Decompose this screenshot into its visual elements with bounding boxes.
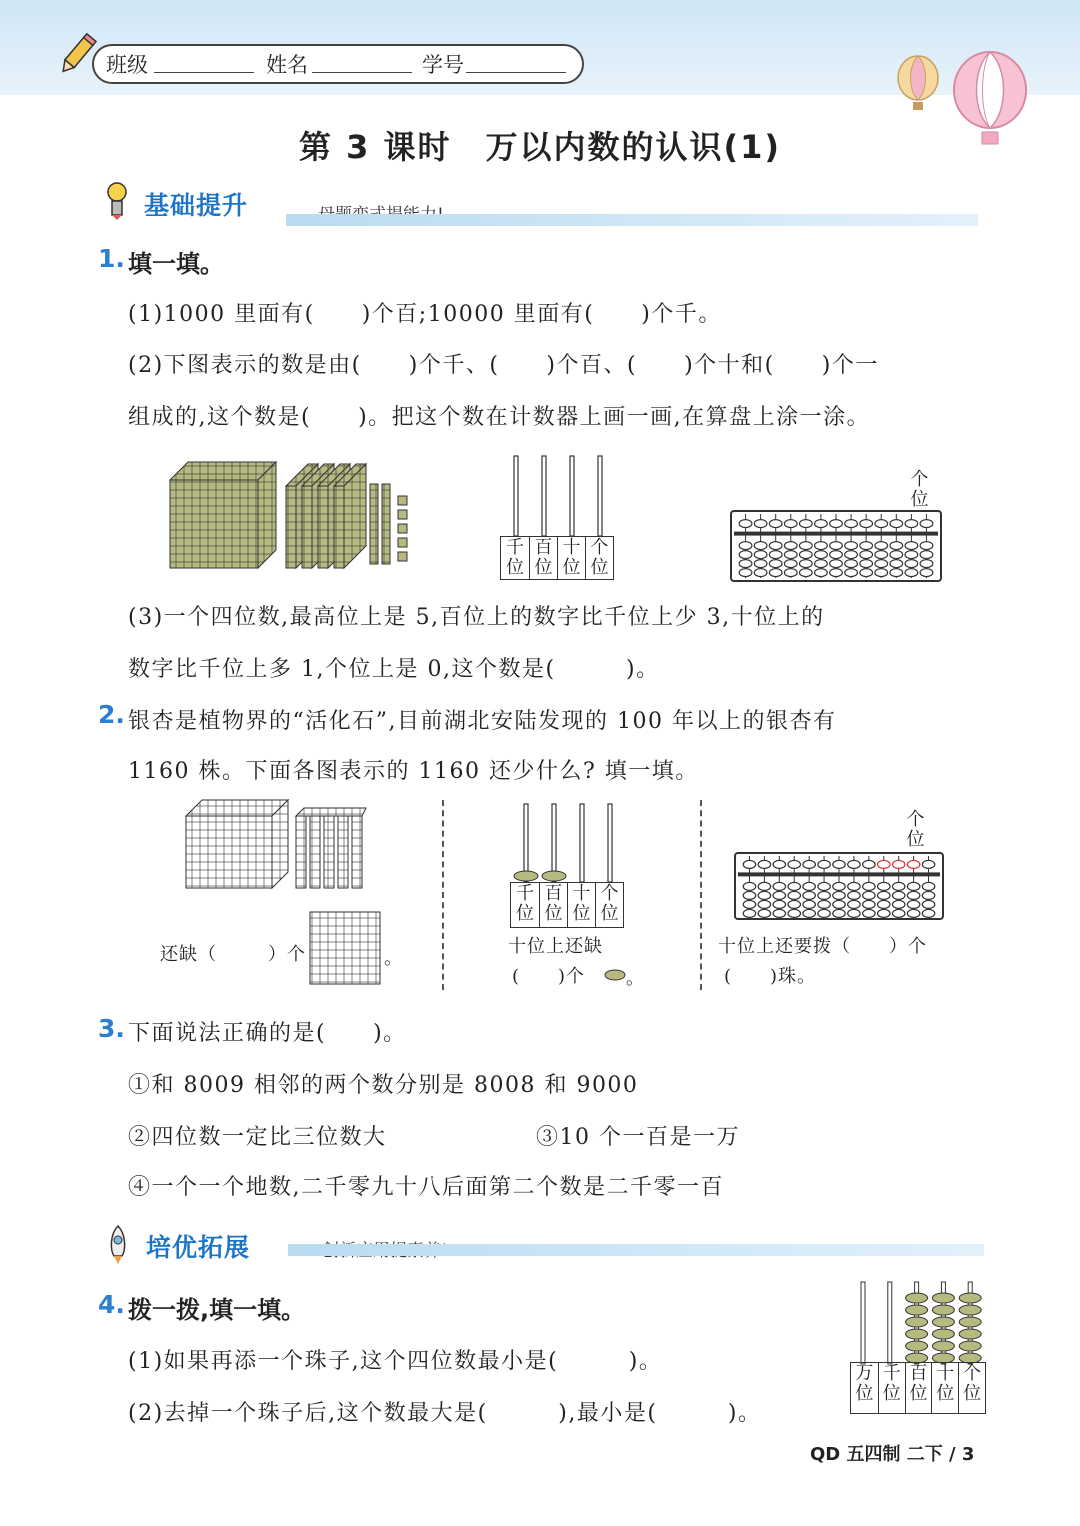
q2-fig1-text-b: ）个 bbox=[268, 944, 306, 965]
q2-fig2-end: 。 bbox=[626, 968, 645, 989]
q2-fig2-line1: 十位上还缺 bbox=[508, 936, 603, 957]
abacus-lower-bead bbox=[833, 900, 846, 908]
abacus-lower-bead bbox=[788, 891, 801, 899]
abacus-lower-bead bbox=[754, 551, 767, 559]
abacus-lower-bead bbox=[739, 542, 752, 550]
abacus-lower-bead bbox=[905, 542, 918, 550]
abacus-lower-bead bbox=[863, 900, 876, 908]
abacus-upper-bead bbox=[803, 860, 816, 868]
abacus-lower-bead bbox=[815, 542, 828, 550]
q1-part2-line2: 组成的,这个数是( )。把这个数在计数器上画一画,在算盘上涂一涂。 bbox=[128, 405, 871, 430]
abacus-upper-bead bbox=[878, 860, 891, 868]
q1-place-value-blocks bbox=[168, 458, 418, 574]
abacus-lower-bead bbox=[788, 909, 801, 917]
abacus-upper-bead bbox=[830, 520, 843, 528]
abacus-lower-bead bbox=[920, 569, 933, 577]
counter-rod bbox=[861, 1282, 865, 1364]
abacus-upper-bead bbox=[892, 860, 905, 868]
abacus-lower-bead bbox=[788, 900, 801, 908]
abacus-lower-bead bbox=[788, 882, 801, 890]
rocket-icon bbox=[104, 1226, 132, 1264]
q2-counter-rods bbox=[510, 800, 626, 884]
abacus-lower-bead bbox=[860, 542, 873, 550]
abacus-lower-bead bbox=[758, 891, 771, 899]
abacus-lower-bead bbox=[878, 909, 891, 917]
q3-option-2[interactable]: ②四位数一定比三位数大 bbox=[128, 1125, 387, 1150]
abacus-lower-bead bbox=[890, 551, 903, 559]
abacus-upper-bead bbox=[920, 520, 933, 528]
q2-counter[interactable] bbox=[510, 800, 626, 928]
abacus-lower-bead bbox=[907, 900, 920, 908]
abacus-lower-bead bbox=[833, 882, 846, 890]
abacus-lower-bead bbox=[848, 882, 861, 890]
abacus-lower-bead bbox=[845, 542, 858, 550]
abacus-lower-bead bbox=[773, 909, 786, 917]
class-blank[interactable] bbox=[154, 72, 254, 73]
abacus-lower-bead bbox=[892, 882, 905, 890]
abacus-lower-bead bbox=[860, 551, 873, 559]
abacus-lower-bead bbox=[875, 569, 888, 577]
abacus-lower-bead bbox=[769, 542, 782, 550]
hundred-flat-answer bbox=[310, 912, 380, 984]
q2-abacus[interactable] bbox=[734, 852, 944, 920]
q3-option-3[interactable]: ③10 个一百是一万 bbox=[536, 1125, 740, 1150]
section-basic-title: 基础提升 bbox=[144, 191, 249, 220]
abacus-lower-bead bbox=[818, 882, 831, 890]
abacus-lower-bead bbox=[863, 891, 876, 899]
q4-title: 拨一拨,填一填。 bbox=[128, 1296, 306, 1324]
abacus-lower-bead bbox=[892, 891, 905, 899]
counter-bead bbox=[906, 1329, 928, 1339]
q3-option-4[interactable]: ④一个一个地数,二千零九十八后面第二个数是二千零一百 bbox=[128, 1175, 724, 1200]
abacus-lower-bead bbox=[769, 551, 782, 559]
abacus-upper-bead bbox=[818, 860, 831, 868]
abacus-upper-bead bbox=[743, 860, 756, 868]
q2-fig1-text-a: 还缺（ bbox=[160, 944, 217, 965]
page-footer: QD 五四制 二下 / 3 bbox=[810, 1444, 975, 1465]
abacus-lower-bead bbox=[773, 882, 786, 890]
q2-abacus-ones-label bbox=[906, 810, 926, 850]
id-label: 学号 bbox=[422, 53, 464, 77]
counter-bead bbox=[932, 1341, 954, 1351]
abacus-lower-bead bbox=[905, 551, 918, 559]
place-char: 位 bbox=[909, 1383, 928, 1404]
abacus-upper-bead bbox=[784, 520, 797, 528]
abacus-lower-bead bbox=[860, 560, 873, 568]
abacus-lower-bead bbox=[845, 551, 858, 559]
abacus-lower-bead bbox=[739, 569, 752, 577]
counter-bead bbox=[906, 1305, 928, 1315]
q4-counter[interactable] bbox=[850, 1280, 990, 1416]
abacus-lower-bead bbox=[818, 891, 831, 899]
abacus-upper-bead bbox=[739, 520, 752, 528]
label-char: 位 bbox=[906, 829, 926, 850]
thousand-cube bbox=[170, 462, 276, 568]
counter-place-label bbox=[557, 537, 585, 579]
q2-fig3-line1: 十位上还要拨（ ）个 bbox=[718, 936, 927, 957]
q2-fig2-line2: ( )个 bbox=[512, 966, 586, 987]
place-char: 百 bbox=[909, 1363, 928, 1384]
abacus-lower-bead bbox=[743, 909, 756, 917]
place-char: 位 bbox=[572, 903, 591, 924]
abacus-lower-bead bbox=[830, 569, 843, 577]
abacus-lower-bead bbox=[922, 909, 935, 917]
abacus-lower-bead bbox=[743, 891, 756, 899]
abacus-lower-bead bbox=[803, 900, 816, 908]
counter-bead bbox=[906, 1341, 928, 1351]
abacus-upper-bead bbox=[863, 860, 876, 868]
abacus-upper-bead bbox=[875, 520, 888, 528]
counter-bead bbox=[932, 1317, 954, 1327]
place-char: 百 bbox=[544, 883, 563, 904]
place-char: 位 bbox=[936, 1383, 955, 1404]
abacus-lower-bead bbox=[815, 569, 828, 577]
abacus-lower-bead bbox=[784, 569, 797, 577]
counter-bead bbox=[959, 1293, 981, 1303]
counter-bead bbox=[906, 1317, 928, 1327]
counter-place-label bbox=[905, 1363, 932, 1413]
abacus-lower-bead bbox=[907, 891, 920, 899]
abacus-lower-bead bbox=[863, 909, 876, 917]
counter-place-label bbox=[958, 1363, 985, 1413]
counter-bead bbox=[932, 1329, 954, 1339]
abacus-upper-bead bbox=[769, 520, 782, 528]
thousand-cube-outline bbox=[186, 800, 288, 888]
abacus-lower-bead bbox=[815, 560, 828, 568]
abacus-lower-bead bbox=[803, 891, 816, 899]
abacus-lower-bead bbox=[784, 542, 797, 550]
abacus-lower-bead bbox=[758, 900, 771, 908]
abacus-lower-bead bbox=[803, 909, 816, 917]
abacus-lower-bead bbox=[784, 551, 797, 559]
abacus-lower-bead bbox=[754, 560, 767, 568]
abacus-lower-bead bbox=[860, 569, 873, 577]
abacus-upper-bead bbox=[845, 520, 858, 528]
place-char: 位 bbox=[506, 557, 524, 578]
abacus-lower-bead bbox=[739, 551, 752, 559]
abacus-upper-bead bbox=[907, 860, 920, 868]
pencil-icon bbox=[56, 36, 96, 76]
place-char: 个 bbox=[963, 1363, 982, 1384]
counter-place-label bbox=[931, 1363, 958, 1413]
place-char: 千 bbox=[506, 537, 524, 558]
abacus-lower-bead bbox=[800, 560, 813, 568]
q4-part1: (1)如果再添一个珠子,这个四位数最小是( )。 bbox=[128, 1349, 663, 1374]
abacus-lower-bead bbox=[878, 882, 891, 890]
counter-bead bbox=[959, 1317, 981, 1327]
label-char: 位 bbox=[910, 489, 930, 510]
place-char: 个 bbox=[600, 883, 619, 904]
abacus-upper-bead bbox=[833, 860, 846, 868]
place-char: 千 bbox=[882, 1363, 901, 1384]
q1-part3-line1: (3)一个四位数,最高位上是 5,百位上的数字比千位上少 3,十位上的 bbox=[128, 605, 825, 630]
q1-abacus[interactable] bbox=[730, 510, 942, 582]
hundred-flats bbox=[286, 464, 366, 568]
place-char: 位 bbox=[590, 557, 609, 578]
abacus-lower-bead bbox=[833, 909, 846, 917]
q1-title: 填一填。 bbox=[128, 250, 224, 278]
abacus-lower-bead bbox=[848, 891, 861, 899]
abacus-lower-bead bbox=[878, 900, 891, 908]
abacus-lower-bead bbox=[830, 551, 843, 559]
abacus-lower-bead bbox=[848, 900, 861, 908]
abacus-lower-bead bbox=[830, 560, 843, 568]
label-char: 个 bbox=[910, 469, 930, 490]
abacus-lower-bead bbox=[818, 909, 831, 917]
abacus-lower-bead bbox=[875, 551, 888, 559]
q1-part1: (1)1000 里面有( )个百;10000 里面有( )个千。 bbox=[128, 302, 722, 327]
counter-bead bbox=[959, 1305, 981, 1315]
abacus-lower-bead bbox=[848, 909, 861, 917]
q4-number: 4. bbox=[98, 1290, 125, 1319]
abacus-lower-bead bbox=[920, 542, 933, 550]
abacus-lower-bead bbox=[815, 551, 828, 559]
lesson-title: 第 3 课时 万以内数的认识(1) bbox=[298, 128, 782, 166]
id-blank[interactable] bbox=[466, 72, 566, 73]
student-info-bar bbox=[92, 44, 584, 84]
abacus-upper-bead bbox=[754, 520, 767, 528]
abacus-upper-bead bbox=[848, 860, 861, 868]
q1-part2-line1: (2)下图表示的数是由( )个千、( )个百、( )个十和( )个一 bbox=[128, 353, 879, 378]
q2-fig1-end: 。 bbox=[384, 948, 403, 969]
q4-counter-base bbox=[850, 1362, 986, 1414]
q1-counter-rods bbox=[500, 456, 616, 538]
q1-abacus-ones-label bbox=[910, 470, 930, 510]
abacus-lower-bead bbox=[892, 909, 905, 917]
bead-hundreds bbox=[542, 871, 566, 881]
place-char: 百 bbox=[534, 537, 553, 558]
abacus-lower-bead bbox=[892, 900, 905, 908]
q2-number: 2. bbox=[98, 700, 125, 729]
abacus-lower-bead bbox=[907, 909, 920, 917]
counter-bead bbox=[959, 1329, 981, 1339]
abacus-lower-bead bbox=[922, 882, 935, 890]
abacus-lower-bead bbox=[845, 560, 858, 568]
abacus-lower-bead bbox=[739, 560, 752, 568]
q1-counter-base bbox=[500, 536, 614, 580]
place-char: 位 bbox=[855, 1383, 874, 1404]
abacus-lower-bead bbox=[890, 542, 903, 550]
abacus-upper-bead bbox=[773, 860, 786, 868]
divider-2 bbox=[700, 800, 702, 990]
abacus-lower-bead bbox=[803, 882, 816, 890]
q1-counter[interactable] bbox=[500, 456, 616, 580]
counter-place-label bbox=[529, 537, 557, 579]
section-advanced-bar bbox=[288, 1244, 984, 1256]
q3-number: 3. bbox=[98, 1014, 125, 1043]
abacus-upper-bead bbox=[800, 520, 813, 528]
q4-part2: (2)去掉一个珠子后,这个数最大是( ),最小是( )。 bbox=[128, 1401, 762, 1426]
abacus-lower-bead bbox=[800, 569, 813, 577]
counter-bead bbox=[932, 1305, 954, 1315]
abacus-lower-bead bbox=[743, 900, 756, 908]
unit-cubes bbox=[398, 496, 407, 561]
place-char: 位 bbox=[544, 903, 563, 924]
abacus-lower-bead bbox=[875, 542, 888, 550]
place-char: 个 bbox=[590, 537, 609, 558]
counter-place-label bbox=[585, 537, 613, 579]
abacus-lower-bead bbox=[920, 560, 933, 568]
abacus-lower-bead bbox=[784, 560, 797, 568]
q2-fig3-line2: ( )珠。 bbox=[724, 966, 817, 987]
q4-counter-rods bbox=[850, 1280, 990, 1366]
counter-place-label bbox=[539, 883, 567, 927]
place-char: 位 bbox=[600, 903, 619, 924]
class-label: 班级 bbox=[106, 53, 148, 77]
counter-place-label bbox=[851, 1363, 878, 1413]
divider-1 bbox=[442, 800, 444, 990]
abacus-lower-bead bbox=[743, 882, 756, 890]
abacus-lower-bead bbox=[773, 900, 786, 908]
hundred-flats-outline bbox=[296, 808, 366, 888]
ten-rods bbox=[370, 484, 390, 564]
abacus-lower-bead bbox=[754, 542, 767, 550]
counter-place-label bbox=[595, 883, 623, 927]
abacus-lower-bead bbox=[769, 560, 782, 568]
abacus-upper-bead bbox=[860, 520, 873, 528]
abacus-lower-bead bbox=[758, 882, 771, 890]
q3-title: 下面说法正确的是( )。 bbox=[128, 1021, 407, 1046]
counter-place-label bbox=[511, 883, 539, 927]
q1-part3-line2: 数字比千位上多 1,个位上是 0,这个数是( )。 bbox=[128, 657, 660, 682]
abacus-lower-bead bbox=[922, 891, 935, 899]
place-char: 位 bbox=[963, 1383, 982, 1404]
q1-number: 1. bbox=[98, 244, 125, 273]
counter-place-label bbox=[567, 883, 595, 927]
abacus-lower-bead bbox=[830, 542, 843, 550]
abacus-lower-bead bbox=[920, 551, 933, 559]
abacus-upper-bead bbox=[758, 860, 771, 868]
abacus-lower-bead bbox=[833, 891, 846, 899]
abacus-lower-bead bbox=[890, 569, 903, 577]
abacus-upper-bead bbox=[815, 520, 828, 528]
abacus-lower-bead bbox=[845, 569, 858, 577]
abacus-upper-bead bbox=[905, 520, 918, 528]
abacus-lower-bead bbox=[922, 900, 935, 908]
abacus-upper-bead bbox=[788, 860, 801, 868]
abacus-lower-bead bbox=[758, 909, 771, 917]
abacus-lower-bead bbox=[769, 569, 782, 577]
counter-place-label bbox=[501, 537, 529, 579]
abacus-lower-bead bbox=[878, 891, 891, 899]
abacus-lower-bead bbox=[905, 560, 918, 568]
lightbulb-rocket-icon bbox=[102, 180, 132, 220]
place-char: 位 bbox=[562, 557, 581, 578]
section-basic-bar bbox=[286, 214, 978, 226]
label-char: 个 bbox=[906, 809, 926, 830]
q2-line2: 1160 株。下面各图表示的 1160 还少什么? 填一填。 bbox=[128, 759, 699, 784]
abacus-lower-bead bbox=[905, 569, 918, 577]
small-balloon-icon bbox=[896, 56, 940, 112]
place-char: 位 bbox=[534, 557, 553, 578]
place-char: 十 bbox=[936, 1363, 955, 1384]
bead-thousands bbox=[514, 871, 538, 881]
section-advanced-title: 培优拓展 bbox=[146, 1233, 251, 1262]
abacus-lower-bead bbox=[863, 882, 876, 890]
abacus-lower-bead bbox=[773, 891, 786, 899]
abacus-lower-bead bbox=[818, 900, 831, 908]
place-char: 十 bbox=[562, 537, 581, 558]
abacus-upper-bead bbox=[922, 860, 935, 868]
place-char: 位 bbox=[516, 903, 534, 924]
abacus-lower-bead bbox=[800, 551, 813, 559]
counter-place-label bbox=[878, 1363, 905, 1413]
counter-bead bbox=[906, 1293, 928, 1303]
q2-counter-base bbox=[510, 882, 624, 928]
q2-line1: 银杏是植物界的“活化石”,目前湖北安陆发现的 100 年以上的银杏有 bbox=[128, 709, 837, 734]
abacus-lower-bead bbox=[907, 882, 920, 890]
place-char: 位 bbox=[882, 1383, 901, 1404]
name-blank[interactable] bbox=[312, 72, 412, 73]
place-char: 万 bbox=[855, 1363, 874, 1384]
q3-option-1[interactable]: ①和 8009 相邻的两个数分别是 8008 和 9000 bbox=[128, 1073, 639, 1098]
abacus-lower-bead bbox=[875, 560, 888, 568]
abacus-lower-bead bbox=[754, 569, 767, 577]
abacus-lower-bead bbox=[800, 542, 813, 550]
abacus-lower-bead bbox=[890, 560, 903, 568]
name-label: 姓名 bbox=[266, 53, 308, 77]
abacus-upper-bead bbox=[890, 520, 903, 528]
place-char: 十 bbox=[572, 883, 591, 904]
bead-icon bbox=[604, 968, 626, 982]
place-char: 千 bbox=[516, 883, 534, 904]
counter-bead bbox=[932, 1293, 954, 1303]
counter-bead bbox=[959, 1341, 981, 1351]
counter-rod bbox=[888, 1282, 892, 1364]
